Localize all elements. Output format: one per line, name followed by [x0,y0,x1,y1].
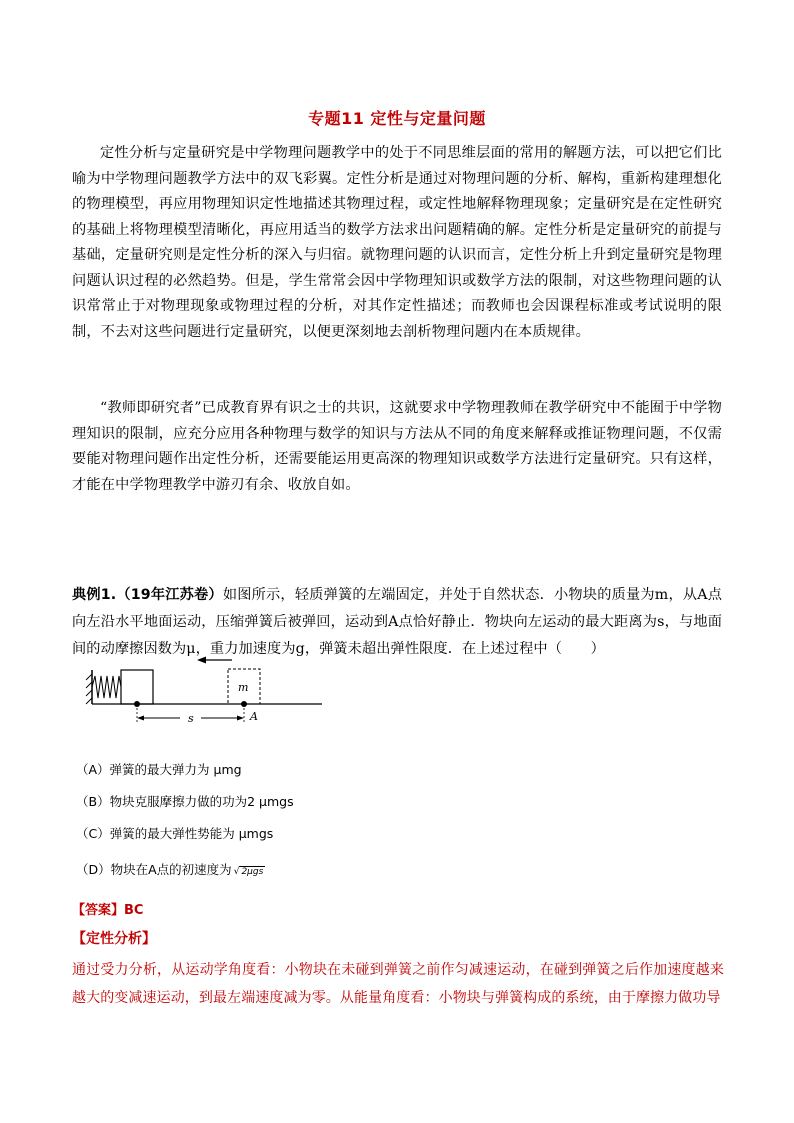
example-text: 如图所示，轻质弹簧的左端固定，并处于自然状态．小物块的质量为m，从A点向左沿水平地面运动，压缩弹簧后被弹回，运动到A点恰好静止．物块向左运动的最大距离为s，与地面间的动摩擦因数为μ，重力加速度为g，弹簧未超出弹性限度．在上述过程中（ ） [72,587,722,657]
dim-arrowhead-right [237,716,244,721]
motion-arrowhead [197,657,206,664]
block-label: m [238,681,249,694]
answer: 【答案】BC [72,903,144,918]
option-d-text: （D）物块在A点的初速度为 [76,862,232,877]
page-title: 专题11 定性与定量问题 [308,109,486,128]
intro-paragraph-2: “教师即研究者”已成教育界有识之士的共识，这就要求中学物理教师在教学研究中不能囿于中学物理知识的限制，应充分应用各种物理与数学的知识与方法从不同的角度来解释或推证物理问题，不仅需要能对物理问题作出定性分析，还需要能运用更高深的物理知识或数学方法进行定量研究。只有这样，才能在中学物理教学中游刃有余、收放自如。 [72,400,722,493]
option-c: （C）弹簧的最大弹性势能为 μmgs [76,826,274,841]
dim-arrowhead-left [137,716,144,721]
option-a: （A）弹簧的最大弹力为 μmg [76,762,242,777]
analysis-text: 通过受力分析，从运动学角度看：小物块在未碰到弹簧之前作匀减速运动，在碰到弹簧之后作加速度越来越大的变减速运动，到最左端速度减为零。从能量角度看：小物块与弹簧构成的系统，由于摩擦力做功导 [72,962,724,1006]
intro-paragraph-1: 定性分析与定量研究是中学物理问题教学中的处于不同思维层面的常用的解题方法，可以把它们比喻为中学物理问题教学方法中的双飞彩翼。定性分析是通过对物理问题的分析、解构，重新构建理想化的物理模型，再应用物理知识定性地描述其物理过程，或定性地解释物理现象；定量研究是在定性研究的基础上将物理模型清晰化，再应用适当的数学方法求出问题精确的解。定性分析是定量研究的前提与基础，定量研究则是定性分析的深入与归宿。就物理问题的认识而言，定性分析上升到定量研究是物理问题认识过程的必然趋势。但是，学生常常会因中学物理知识或数学方法的限制，对这些物理问题的认识常常止于对物理现象或物理过程的分析，对其作定性描述；而教师也会因课程标准或考试说明的限制，不去对这些问题进行定量研究，以便更深刻地去剖析物理问题内在本质规律。 [72,145,722,340]
block-compressed [121,670,153,704]
point-a-label: A [250,710,258,723]
wall-hatch [86,674,92,704]
sqrt-radicand: 2μgs [241,867,264,877]
spring-block-figure [80,652,330,732]
example-problem [72,582,722,663]
section-heading-qualitative: 【定性分析】 [72,931,156,947]
example-lead: 典例1.（19年江苏卷） [72,587,223,603]
option-b: （B）物块克服摩擦力做的功为2 μmgs [76,794,294,809]
option-d [76,860,265,878]
distance-label: s [188,712,194,725]
spring [92,676,121,698]
sqrt-expression: √ 2μgs [233,867,264,877]
